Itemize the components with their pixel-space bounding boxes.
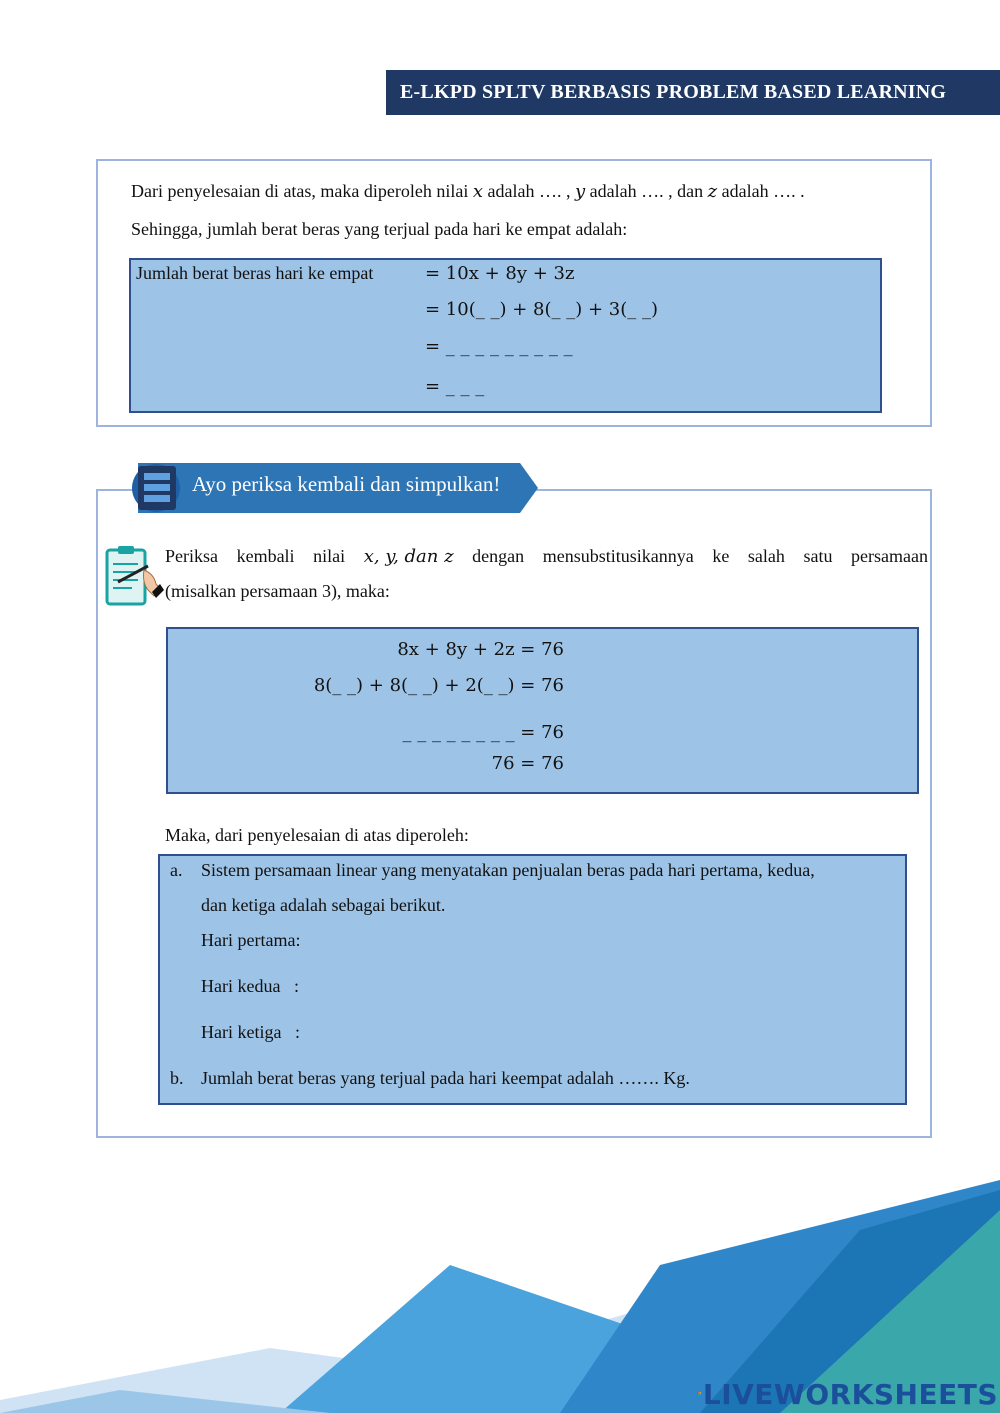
intro-word: mensubstitusikannya: [542, 546, 694, 566]
check-line-4: 76 = 76: [491, 753, 564, 774]
intro-variables: x, y, dan z: [363, 546, 454, 567]
intro-word: nilai: [313, 546, 346, 566]
day-2-label: Hari kedua :: [201, 976, 299, 996]
intro-word: persamaan: [851, 546, 928, 566]
intro-word: ke: [712, 546, 730, 566]
equation-label: Jumlah berat beras hari ke empat: [136, 263, 374, 283]
result-text-b: adalah …. ,: [487, 181, 571, 201]
var-x: x: [472, 181, 484, 202]
check-intro-line-1: [165, 546, 928, 567]
intro-word: satu: [803, 546, 833, 566]
liveworksheets-logo: [698, 1377, 998, 1411]
intro-word: kembali: [236, 546, 295, 566]
logo-text: LIVEWORKSHEETS: [702, 1377, 998, 1411]
day-3-label: Hari ketiga :: [201, 1022, 300, 1042]
check-line-3[interactable]: _ _ _ _ _ _ _ _ = 76: [402, 722, 564, 743]
item-a-line-2: dan ketiga adalah sebagai berikut.: [201, 895, 446, 915]
fourth-day-sentence: Sehingga, jumlah berat beras yang terjual pada hari ke empat adalah:: [131, 219, 628, 239]
result-text-d: adalah …. .: [721, 181, 805, 201]
intro-word: Periksa: [165, 546, 218, 566]
equation-line-2[interactable]: = 10(_ _) + 8(_ _) + 3(_ _): [425, 299, 658, 320]
section-title: Ayo periksa kembali dan simpulkan!: [192, 472, 501, 496]
day-1-label: Hari pertama:: [201, 930, 301, 950]
var-y: y: [575, 181, 586, 202]
check-line-2[interactable]: 8(_ _) + 8(_ _) + 2(_ _) = 76: [313, 675, 564, 696]
check-intro-line-2: (misalkan persamaan 3), maka:: [165, 581, 390, 601]
day-3-answer-field[interactable]: [320, 1020, 880, 1048]
equation-line-4[interactable]: = _ _ _: [425, 376, 485, 397]
day-1-answer-field[interactable]: [320, 928, 880, 956]
check-line-1: 8x + 8y + 2z = 76: [397, 639, 564, 660]
conclusion-intro: Maka, dari penyelesaian di atas diperoleh:: [165, 825, 469, 845]
item-b-marker: b.: [170, 1068, 184, 1088]
var-z: z: [707, 181, 718, 202]
header-banner: [386, 70, 1000, 115]
result-text-c: adalah …. , dan: [589, 181, 704, 201]
intro-word: salah: [747, 546, 785, 566]
result-text-a: Dari penyelesaian di atas, maka diperoleh nilai: [131, 181, 469, 201]
equation-line-3[interactable]: = _ _ _ _ _ _ _ _ _: [425, 336, 573, 357]
checklist-icon: [138, 466, 139, 467]
day-2-answer-field[interactable]: [320, 974, 880, 1002]
header-title: E-LKPD SPLTV BERBASIS PROBLEM BASED LEARNING: [400, 81, 947, 103]
live-logo-icon: [698, 1380, 701, 1408]
item-a-marker: a.: [170, 860, 183, 880]
equation-line-1: = 10x + 8y + 3z: [425, 263, 575, 284]
result-sentence: [131, 181, 805, 202]
item-b-text: Jumlah berat beras yang terjual pada hari keempat adalah ……. Kg.: [201, 1068, 690, 1088]
intro-word: dengan: [472, 546, 525, 566]
item-a-line-1: Sistem persamaan linear yang menyatakan penjualan beras pada hari pertama, kedua,: [201, 860, 815, 880]
clipboard-pen-icon: [104, 544, 164, 608]
